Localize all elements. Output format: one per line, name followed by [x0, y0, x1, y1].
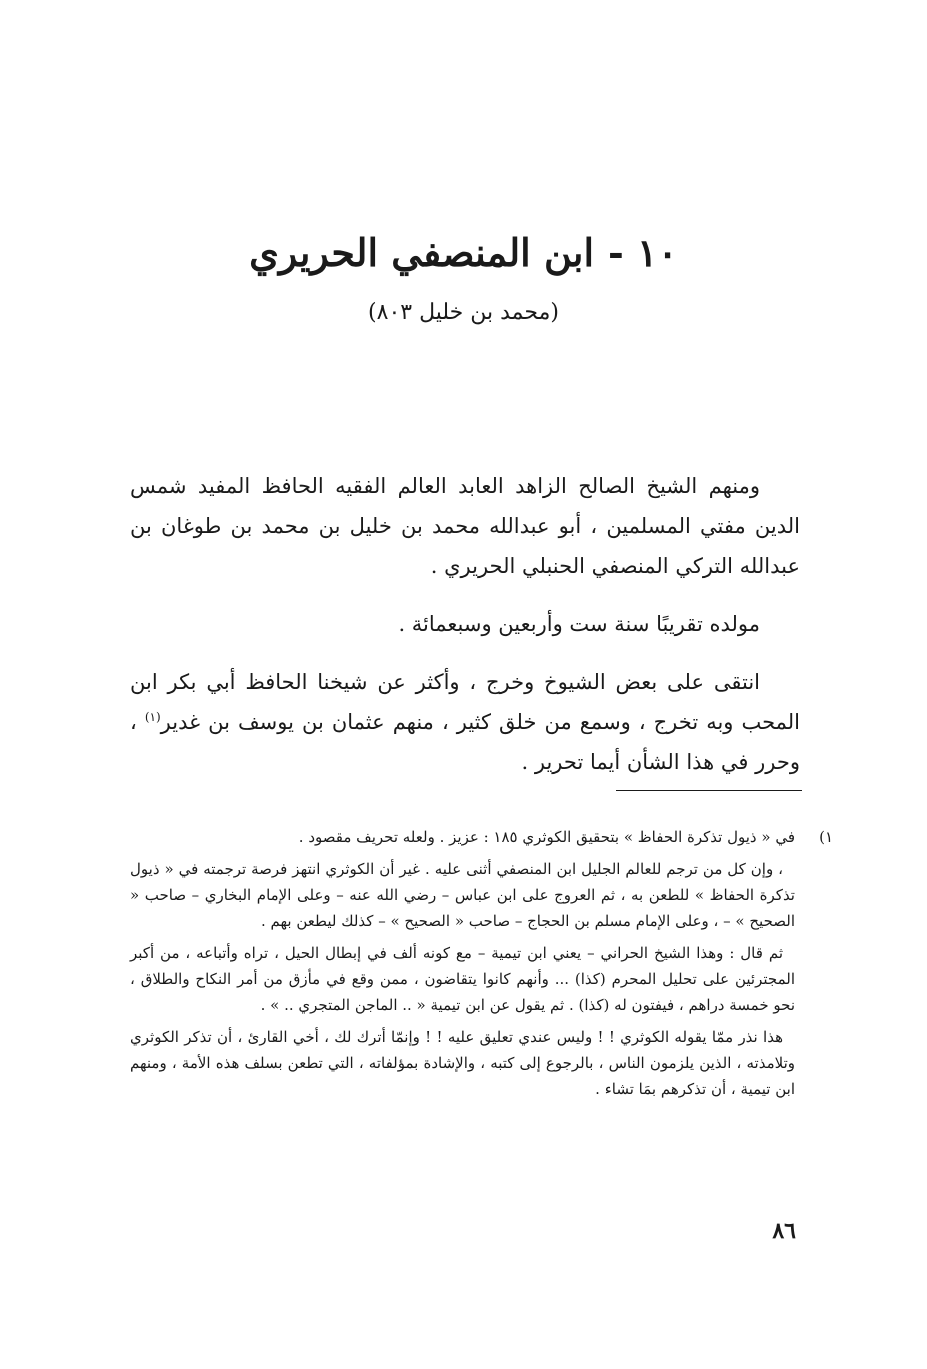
- chapter-title: ابن المنصفي الحريري: [249, 230, 594, 275]
- body-paragraph: [130, 662, 800, 782]
- chapter-number: ١٠ -: [608, 230, 678, 275]
- footnote-marker: ١): [819, 828, 833, 846]
- footnote-text: في « ذيول تذكرة الحفاظ » بتحقيق الكوثري ١٨٥ : عزيز . ولعله تحريف مقصود .: [298, 828, 795, 846]
- footnotes: [130, 824, 833, 1108]
- chapter-subtitle: (محمد بن خليل ٨٠٣): [368, 300, 559, 325]
- body-text: ، وحرر في هذا الشأن أيما تحرير .: [130, 710, 800, 774]
- footnote-paragraph: هذا نذر ممّا يقوله الكوثري ! ! وليس عندي تعليق عليه ! ! وإنمّا أترك لك ، أخي القارئ ، أن تذكر الكوثري وتلامذته ، الذين يلزمون الناس ، بالرجوع إلى كتبه ، والإشادة بمؤلفاته ، التي تطعن بسلف هذه الأمة ، ومنهم ابن تيمية ، أن تذكرهم بمَا تشاء .: [130, 1028, 795, 1098]
- footnote-paragraph: ، وإن كل من ترجم للعالم الجليل ابن المنصفي أثنى عليه . غير أن الكوثري انتهز فرصة ترجمته في « ذيول تذكرة الحفاظ » للطعن به ، ثم العروج على ابن عباس – رضي الله عنه – وعلى الإمام البخاري – صاحب « الصحيح » – ، وعلى الإمام مسلم بن الحجاج – صاحب « الصحيح » – كذلك ليطعن بهم .: [130, 860, 795, 930]
- footnote-divider: [616, 790, 802, 791]
- body-text: انتقى على بعض الشيوخ وخرج ، وأكثر عن شيخنا الحافظ أبي بكر ابن المحب وبه تخرج ، وسمع من خلق كثير ، منهم عثمان بن يوسف بن غدير: [130, 670, 801, 734]
- body-paragraph: مولده تقريبًا سنة ست وأربعين وسبعمائة .: [398, 612, 760, 636]
- chapter-heading: [0, 228, 927, 278]
- body-paragraph: ومنهم الشيخ الصالح الزاهد العابد العالم الفقيه الحافظ المفيد شمس الدين مفتي المسلمين ، أبو عبدالله محمد بن خليل بن محمد بن طوغان بن عبدالله التركي المنصفي الحنبلي الحريري .: [130, 474, 800, 578]
- footnote-paragraph: ثم قال : وهذا الشيخ الحراني – يعني ابن تيمية – مع كونه ألف في إبطال الحيل ، تراه وأتباعه ، من أكبر المجترئين على تحليل المحرم (كذا) ... وأنهم كانوا يتقاضون ، ممن وقع في مأزق من أمر النكاح والطلاق ، نحو خمسة دراهم ، فيفتون له (كذا) . ثم يقول عن ابن تيمية « .. الماجن المتجري .. » .: [130, 944, 795, 1014]
- main-text: [130, 466, 800, 800]
- footnote-reference: (١): [144, 710, 161, 724]
- page-number: ٨٦: [772, 1218, 796, 1244]
- footnote-paragraph: [130, 824, 833, 850]
